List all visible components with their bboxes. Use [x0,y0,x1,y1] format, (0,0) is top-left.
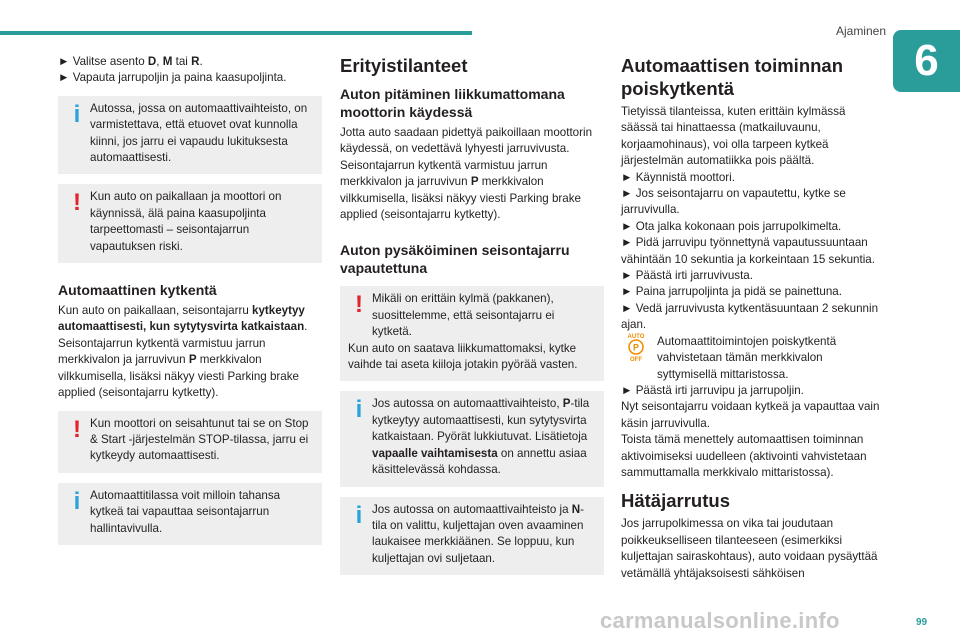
step-item: ► Vedä jarruvivusta kytkentäsuuntaan 2 sekunnin ajan. [621,301,879,332]
step-item: ► Jos seisontajarru on vapautettu, kytke se jarruvivulla. [621,187,846,217]
warning-icon: ! [355,291,363,319]
paragraph: Jos jarrupolkimessa on vika tai joudutaan poikkeukselliseen tilanteeseen (esimerkiksi kuljettajan sairaskohtaus), auto voidaan pysäyttää vetämällä yhtäjaksoisesti sähköisen [621,517,878,580]
icon-text-top: AUTO [627,333,645,340]
icon-text-bottom: OFF [630,356,642,362]
info-note: i Autossa, jossa on automaattivaihteisto, on varmistettava, että etuovet ovat kunnolla kiinni, jos jarru ei vapaudu lukituksesta automaattisesti. [58,96,322,175]
column-2 [340,54,604,585]
chapter-number-tab: 6 [893,30,960,92]
paragraph: Toista tämä menettely automaattisen toiminnan aktivoimiseksi uudelleen (aktivointi vahvistetaan sammuttamalla merkkivalo mittaristossa). [621,433,867,479]
watermark: carmanualsonline.info [600,608,840,633]
section-heading: Automaattinen kytkentä [58,282,217,299]
svg-text:P: P [632,342,640,353]
step-item: ► Pidä jarruvipu työnnettynä vapautussuuntaan vähintään 10 sekuntia ja korkeintaan 15 sekuntia. [621,236,875,266]
paragraph: Jotta auto saadaan pidettyä paikoillaan moottorin käydessä, on vedettävä lyhyesti jarruvivusta. Seisontajarrun kytkentä varmistuu jarrun merkkivalon ja jarruvivun P merkkivalon vilkkumisella, lisäksi näkyy viesti Parking brake applied (seisontajarru kytketty). [340,126,593,222]
header-accent-bar [0,31,472,35]
info-icon: i [355,501,363,529]
auto-parking-off-icon [621,332,651,367]
page-heading: Automaattisen toiminnan poiskytkentä [621,55,844,99]
page-heading: Hätäjarrutus [621,490,730,512]
column-1 [58,54,322,555]
warning-icon: ! [73,189,81,217]
step-item: ► Paina jarrupoljinta ja pidä se painettuna. [621,285,842,299]
indicator-note: AUTO P OFF Automaattitoimintojen poiskytkentä vahvistetaan tämän merkkivalon syttymisellä mittaristossa. [621,334,885,383]
step-item: ► Päästä irti jarruvivusta. [621,269,753,283]
column-3 [621,54,885,582]
paragraph: Kun auto on paikallaan, seisontajarru kytkeytyy automaattisesti, kun sytytysvirta katkaistaan. Seisontajarrun kytkentä varmistuu jarrun merkkivalon ja jarruvivun P merkkivalon vilkkumisella, lisäksi näkyy viesti Parking brake applied (seisontajarru kytketty). [58,304,308,400]
step-item: ► Päästä irti jarruvipu ja jarrupoljin. [621,383,804,397]
warning-note: ! Kun moottori on seisahtunut tai se on Stop & Start -järjestelmän STOP-tilassa, jarru ei kytkeydy automaattisesti. [58,411,322,473]
warning-note: ! Mikäli on erittäin kylmä (pakkanen), suosittelemme, että seisontajarru ei kytketä. Kun auto on saatava liikkumattomaksi, kytke vaihde tai aseta kiiloja jotakin pyörää vasten. [340,286,604,381]
step-item: ► Vapauta jarrupoljin ja paina kaasupoljinta. [58,71,287,85]
step-list [621,170,885,334]
info-icon: i [73,100,81,128]
info-note: i Jos autossa on automaattivaihteisto ja N-tila on valittu, kuljettajan oven avaaminen laukaisee merkkiäänen. Se loppuu, kun kuljettajan ovi suljetaan. [340,497,604,576]
section-title: Ajaminen [835,24,886,38]
info-icon: i [355,396,363,424]
section-heading: Auton pitäminen liikkumattomana moottorin käydessä [340,86,565,120]
step-item: ► Valitse asento D, M tai R. [58,55,203,68]
info-icon: i [73,487,81,515]
warning-note: ! Kun auto on paikallaan ja moottori on käynnissä, älä paina kaasupoljinta tarpeettomasti – seisontajarrun vapautuksen riski. [58,184,322,263]
info-note: i Automaattitilassa voit milloin tahansa kytkeä tai vapauttaa seisontajarrun hallintavivulla. [58,483,322,545]
step-item: ► Käynnistä moottori. [621,170,735,184]
page-heading: Erityistilanteet [340,55,468,76]
info-note: i Jos autossa on automaattivaihteisto, P-tila kytkeytyy automaattisesti, kun sytytysvirta katkaistaan. Pyörät lukkiutuvat. Lisätietoja vapaalle vaihtamisesta on annettu asiaa käsittelevässä kohdassa. [340,391,604,486]
step-item: ► Ota jalka kokonaan pois jarrupolkimelta. [621,219,842,233]
warning-icon: ! [73,415,81,443]
section-heading: Auton pysäköiminen seisontajarru vapautettuna [340,242,570,277]
page-number: 99 [916,617,928,628]
paragraph: Nyt seisontajarru voidaan kytkeä ja vapauttaa vain käsin jarruvivulla. [621,400,880,430]
paragraph: Tietyissä tilanteissa, kuten erittäin kylmässä säässä tai hinattaessa (matkailuvaunu, korjaamohinaus), voi olla tarpeen kytkeä järjestelmän automatiikka pois päältä. [621,105,846,168]
